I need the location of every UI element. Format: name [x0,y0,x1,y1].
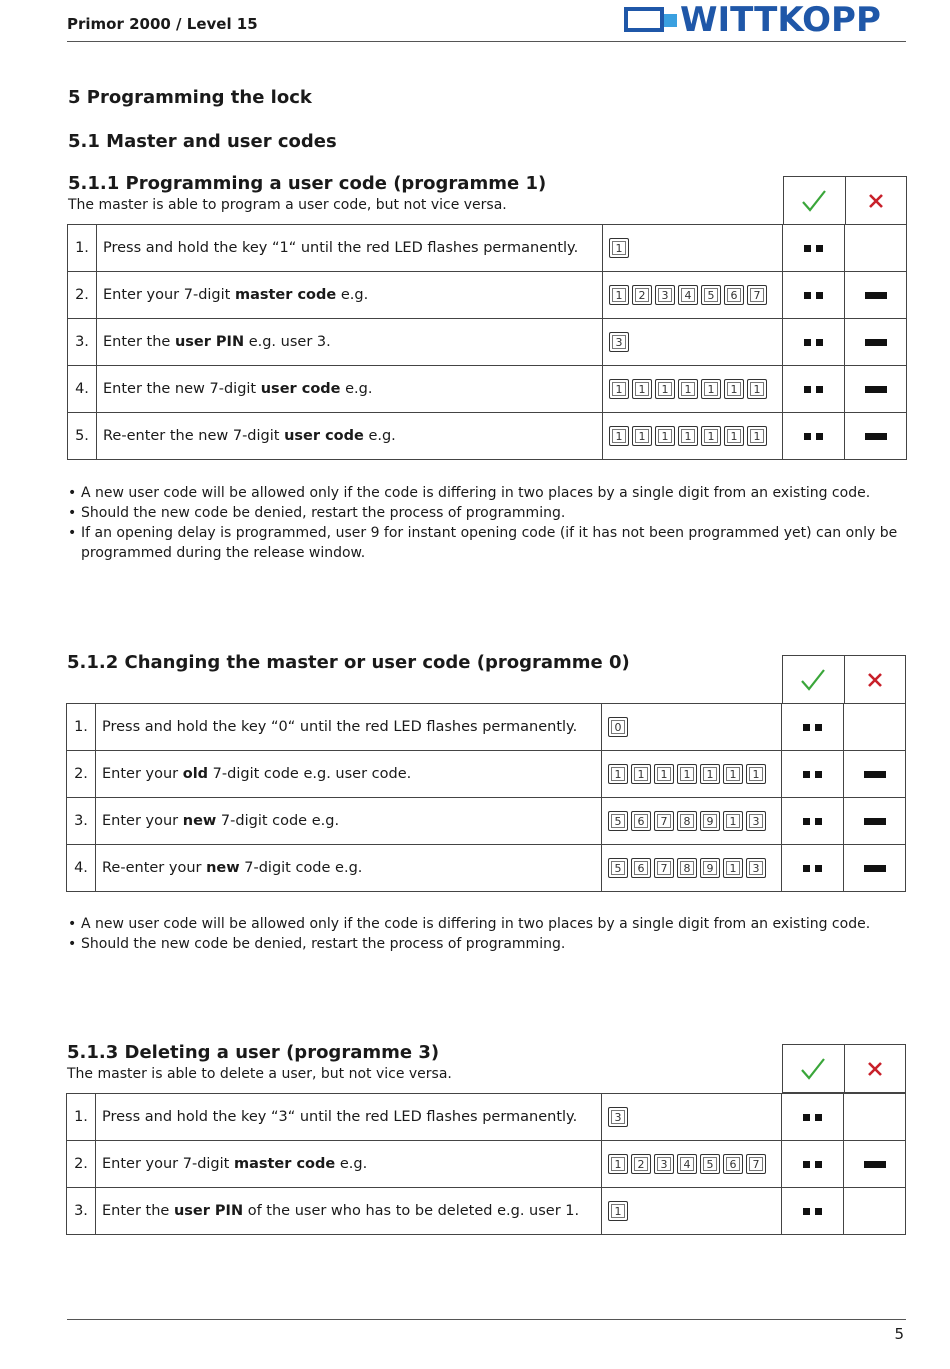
keypad-key-icon: 6 [631,858,651,878]
error-signal [844,704,906,751]
instruction-text: Enter the [103,334,175,350]
step-number: 2. [67,751,96,798]
success-signal [782,704,844,751]
table-row [67,845,906,892]
key-sequence [603,319,783,366]
chapter-heading: 5 Programming the lock [68,87,312,108]
instruction-text: Press and hold the key “1“ until the red LED flashes permanently. [103,240,579,256]
double-beep-icon [804,245,823,252]
table-row [67,1094,906,1141]
note-text: Should the new code be denied, restart the process of programming. [81,936,566,952]
keypad-key-icon: 6 [631,811,651,831]
keypad-key-icon: 9 [700,811,720,831]
section-title: 5.1.2 Changing the master or user code (programme 0) [67,652,630,673]
step-instruction [97,272,603,319]
keypad-key-icon: 7 [747,285,767,305]
instruction-text: Enter the [102,1203,174,1219]
step-instruction [97,225,603,272]
keypad-key-icon: 7 [746,1154,766,1174]
logo-box-icon [624,7,664,32]
instruction-text: 7-digit code e.g. user code. [208,766,412,782]
instruction-text: 7-digit code e.g. [239,860,363,876]
keypad-key-icon: 8 [677,858,697,878]
keypad-key-icon: 1 [655,426,675,446]
step-number: 4. [68,366,97,413]
success-signal [783,319,845,366]
key-sequence [602,704,782,751]
emphasis-text: user PIN [174,334,245,350]
keypad-key-icon: 5 [608,811,628,831]
success-signal [783,366,845,413]
double-beep-icon [804,292,823,299]
success-signal [783,413,845,460]
footer-divider [67,1319,906,1320]
long-beep-icon [865,433,887,440]
note-text: A new user code will be allowed only if the code is differing in two places by a single digit from an existing code. [81,485,871,501]
keypad-key-icon: 1 [632,379,652,399]
instruction-text: e.g. [340,381,373,397]
double-beep-icon [803,1114,822,1121]
section-title: 5.1.1 Programming a user code (programme 1) [68,173,547,194]
step-number: 3. [67,798,96,845]
keypad-key-icon: 7 [654,858,674,878]
keypad-key-icon: 2 [632,285,652,305]
header-divider [67,41,906,42]
section-title: 5.1.3 Deleting a user (programme 3) [67,1042,440,1063]
instruction-text: Press and hold the key “3“ until the red LED flashes permanently. [102,1109,578,1125]
table-row [67,751,906,798]
keypad-key-icon: 3 [746,858,766,878]
bullet-icon: • [68,916,77,932]
double-beep-icon [803,818,822,825]
document-title: Primor 2000 / Level 15 [67,15,258,33]
step-instruction [97,413,603,460]
key-sequence [602,798,782,845]
key-sequence [602,751,782,798]
double-beep-icon [803,1161,822,1168]
keypad-key-icon: 1 [609,285,629,305]
step-number: 1. [67,1094,96,1141]
emphasis-text: user code [260,381,341,397]
wittkopp-logo [624,0,906,40]
error-signal [845,225,907,272]
keypad-key-icon: 5 [700,1154,720,1174]
success-signal [783,272,845,319]
keypad-key-icon: 0 [608,717,628,737]
error-signal [845,319,907,366]
emphasis-text: user PIN [173,1203,244,1219]
keypad-key-icon: 1 [747,379,767,399]
status-legend [782,1044,906,1093]
key-sequence [602,1188,782,1235]
keypad-key-icon: 1 [654,764,674,784]
long-beep-icon [865,292,887,299]
keypad-key-icon: 1 [608,764,628,784]
step-number: 3. [67,1188,96,1235]
error-signal [845,272,907,319]
steps-table [66,703,906,892]
keypad-key-icon: 1 [723,858,743,878]
bullet-icon: • [68,525,77,541]
notes-list [68,914,898,954]
keypad-key-icon: 1 [678,426,698,446]
step-number: 2. [68,272,97,319]
note-text: Should the new code be denied, restart the process of programming. [81,505,566,521]
keypad-key-icon: 6 [724,285,744,305]
key-sequence [603,413,783,460]
keypad-key-icon: 5 [608,858,628,878]
step-instruction [96,1094,602,1141]
check-icon [784,177,845,224]
long-beep-icon [864,818,886,825]
key-sequence [602,1094,782,1141]
step-number: 1. [68,225,97,272]
notes-list [68,483,898,563]
table-row [67,1141,906,1188]
step-number: 3. [68,319,97,366]
instruction-text: Enter the new 7-digit [103,381,261,397]
keypad-key-icon: 3 [608,1107,628,1127]
instruction-text: of the user who has to be deleted e.g. user 1. [243,1203,580,1219]
success-signal [782,1141,844,1188]
section-heading: 5.1 Master and user codes [68,131,337,152]
section-subtitle: The master is able to program a user code, but not vice versa. [68,197,507,213]
keypad-key-icon: 3 [609,332,629,352]
double-beep-icon [804,433,823,440]
success-signal [783,225,845,272]
table-row [67,1188,906,1235]
double-beep-icon [804,386,823,393]
keypad-key-icon: 1 [723,764,743,784]
step-instruction [96,704,602,751]
keypad-key-icon: 5 [701,285,721,305]
bullet-icon: • [68,485,77,501]
double-beep-icon [803,865,822,872]
list-item [68,934,898,954]
status-legend [783,176,907,225]
list-item [68,523,898,563]
error-signal [844,751,906,798]
step-instruction [97,366,603,413]
steps-table [67,224,907,460]
keypad-key-icon: 1 [747,426,767,446]
error-signal [844,1094,906,1141]
cross-icon [845,177,906,224]
logo-square-icon [664,14,677,27]
note-text: If an opening delay is programmed, user 9 for instant opening code (if it has not been programmed yet) can only be programmed during the release window. [81,525,898,561]
table-row [68,366,907,413]
key-sequence [603,225,783,272]
emphasis-text: new [206,860,240,876]
success-signal [782,751,844,798]
steps-table [66,1093,906,1235]
instruction-text: Re-enter the new 7-digit [103,428,285,444]
step-instruction [96,798,602,845]
step-instruction [97,319,603,366]
keypad-key-icon: 1 [724,379,744,399]
instruction-text: Enter your [102,766,183,782]
keypad-key-icon: 1 [631,764,651,784]
key-sequence [602,845,782,892]
instruction-text: Press and hold the key “0“ until the red LED flashes permanently. [102,719,578,735]
keypad-key-icon: 1 [609,379,629,399]
keypad-key-icon: 1 [608,1154,628,1174]
keypad-key-icon: 1 [701,426,721,446]
keypad-key-icon: 3 [655,285,675,305]
instruction-text: 7-digit code e.g. [216,813,340,829]
list-item [68,483,898,503]
bullet-icon: • [68,936,77,952]
long-beep-icon [864,771,886,778]
long-beep-icon [864,1161,886,1168]
double-beep-icon [803,724,822,731]
keypad-key-icon: 1 [700,764,720,784]
instruction-text: Enter your 7-digit [103,287,235,303]
table-row [68,413,907,460]
list-item [68,914,898,934]
bullet-icon: • [68,505,77,521]
long-beep-icon [865,386,887,393]
long-beep-icon [864,865,886,872]
section-subtitle: The master is able to delete a user, but not vice versa. [67,1066,452,1082]
table-row [68,319,907,366]
table-row [67,704,906,751]
keypad-key-icon: 3 [654,1154,674,1174]
keypad-key-icon: 1 [609,238,629,258]
error-signal [844,845,906,892]
instruction-text: Enter your [102,813,183,829]
status-legend [782,655,906,704]
success-signal [782,798,844,845]
keypad-key-icon: 1 [723,811,743,831]
success-signal [782,845,844,892]
emphasis-text: new [182,813,217,829]
list-item [68,503,898,523]
instruction-text: Enter your 7-digit [102,1156,234,1172]
instruction-text: e.g. [336,287,369,303]
cross-icon [844,656,905,703]
keypad-key-icon: 1 [701,379,721,399]
double-beep-icon [803,771,822,778]
step-number: 1. [67,704,96,751]
check-icon [783,1045,844,1092]
keypad-key-icon: 9 [700,858,720,878]
step-number: 5. [68,413,97,460]
keypad-key-icon: 1 [655,379,675,399]
keypad-key-icon: 8 [677,811,697,831]
long-beep-icon [865,339,887,346]
instruction-text: e.g. [335,1156,368,1172]
step-instruction [96,1188,602,1235]
keypad-key-icon: 1 [609,426,629,446]
double-beep-icon [803,1208,822,1215]
instruction-text: Re-enter your [102,860,207,876]
instruction-text: e.g. user 3. [244,334,331,350]
keypad-key-icon: 3 [746,811,766,831]
error-signal [844,1188,906,1235]
keypad-key-icon: 1 [746,764,766,784]
success-signal [782,1188,844,1235]
error-signal [845,413,907,460]
table-row [68,272,907,319]
error-signal [844,798,906,845]
keypad-key-icon: 6 [723,1154,743,1174]
step-instruction [96,1141,602,1188]
cross-icon [844,1045,905,1092]
emphasis-text: old [182,766,209,782]
keypad-key-icon: 1 [677,764,697,784]
logo-text: WITTKOPP [680,0,881,40]
key-sequence [602,1141,782,1188]
keypad-key-icon: 1 [678,379,698,399]
check-icon [783,656,844,703]
emphasis-text: master code [234,287,337,303]
keypad-key-icon: 1 [608,1201,628,1221]
table-row [67,798,906,845]
table-row [68,225,907,272]
keypad-key-icon: 2 [631,1154,651,1174]
step-number: 2. [67,1141,96,1188]
error-signal [845,366,907,413]
page-number: 5 [894,1325,904,1343]
step-instruction [96,845,602,892]
emphasis-text: master code [233,1156,336,1172]
error-signal [844,1141,906,1188]
note-text: A new user code will be allowed only if the code is differing in two places by a single digit from an existing code. [81,916,871,932]
emphasis-text: user code [284,428,364,444]
keypad-key-icon: 7 [654,811,674,831]
step-instruction [96,751,602,798]
instruction-text: e.g. [363,428,396,444]
key-sequence [603,272,783,319]
double-beep-icon [804,339,823,346]
keypad-key-icon: 4 [677,1154,697,1174]
success-signal [782,1094,844,1141]
keypad-key-icon: 1 [632,426,652,446]
keypad-key-icon: 1 [724,426,744,446]
step-number: 4. [67,845,96,892]
keypad-key-icon: 4 [678,285,698,305]
key-sequence [603,366,783,413]
